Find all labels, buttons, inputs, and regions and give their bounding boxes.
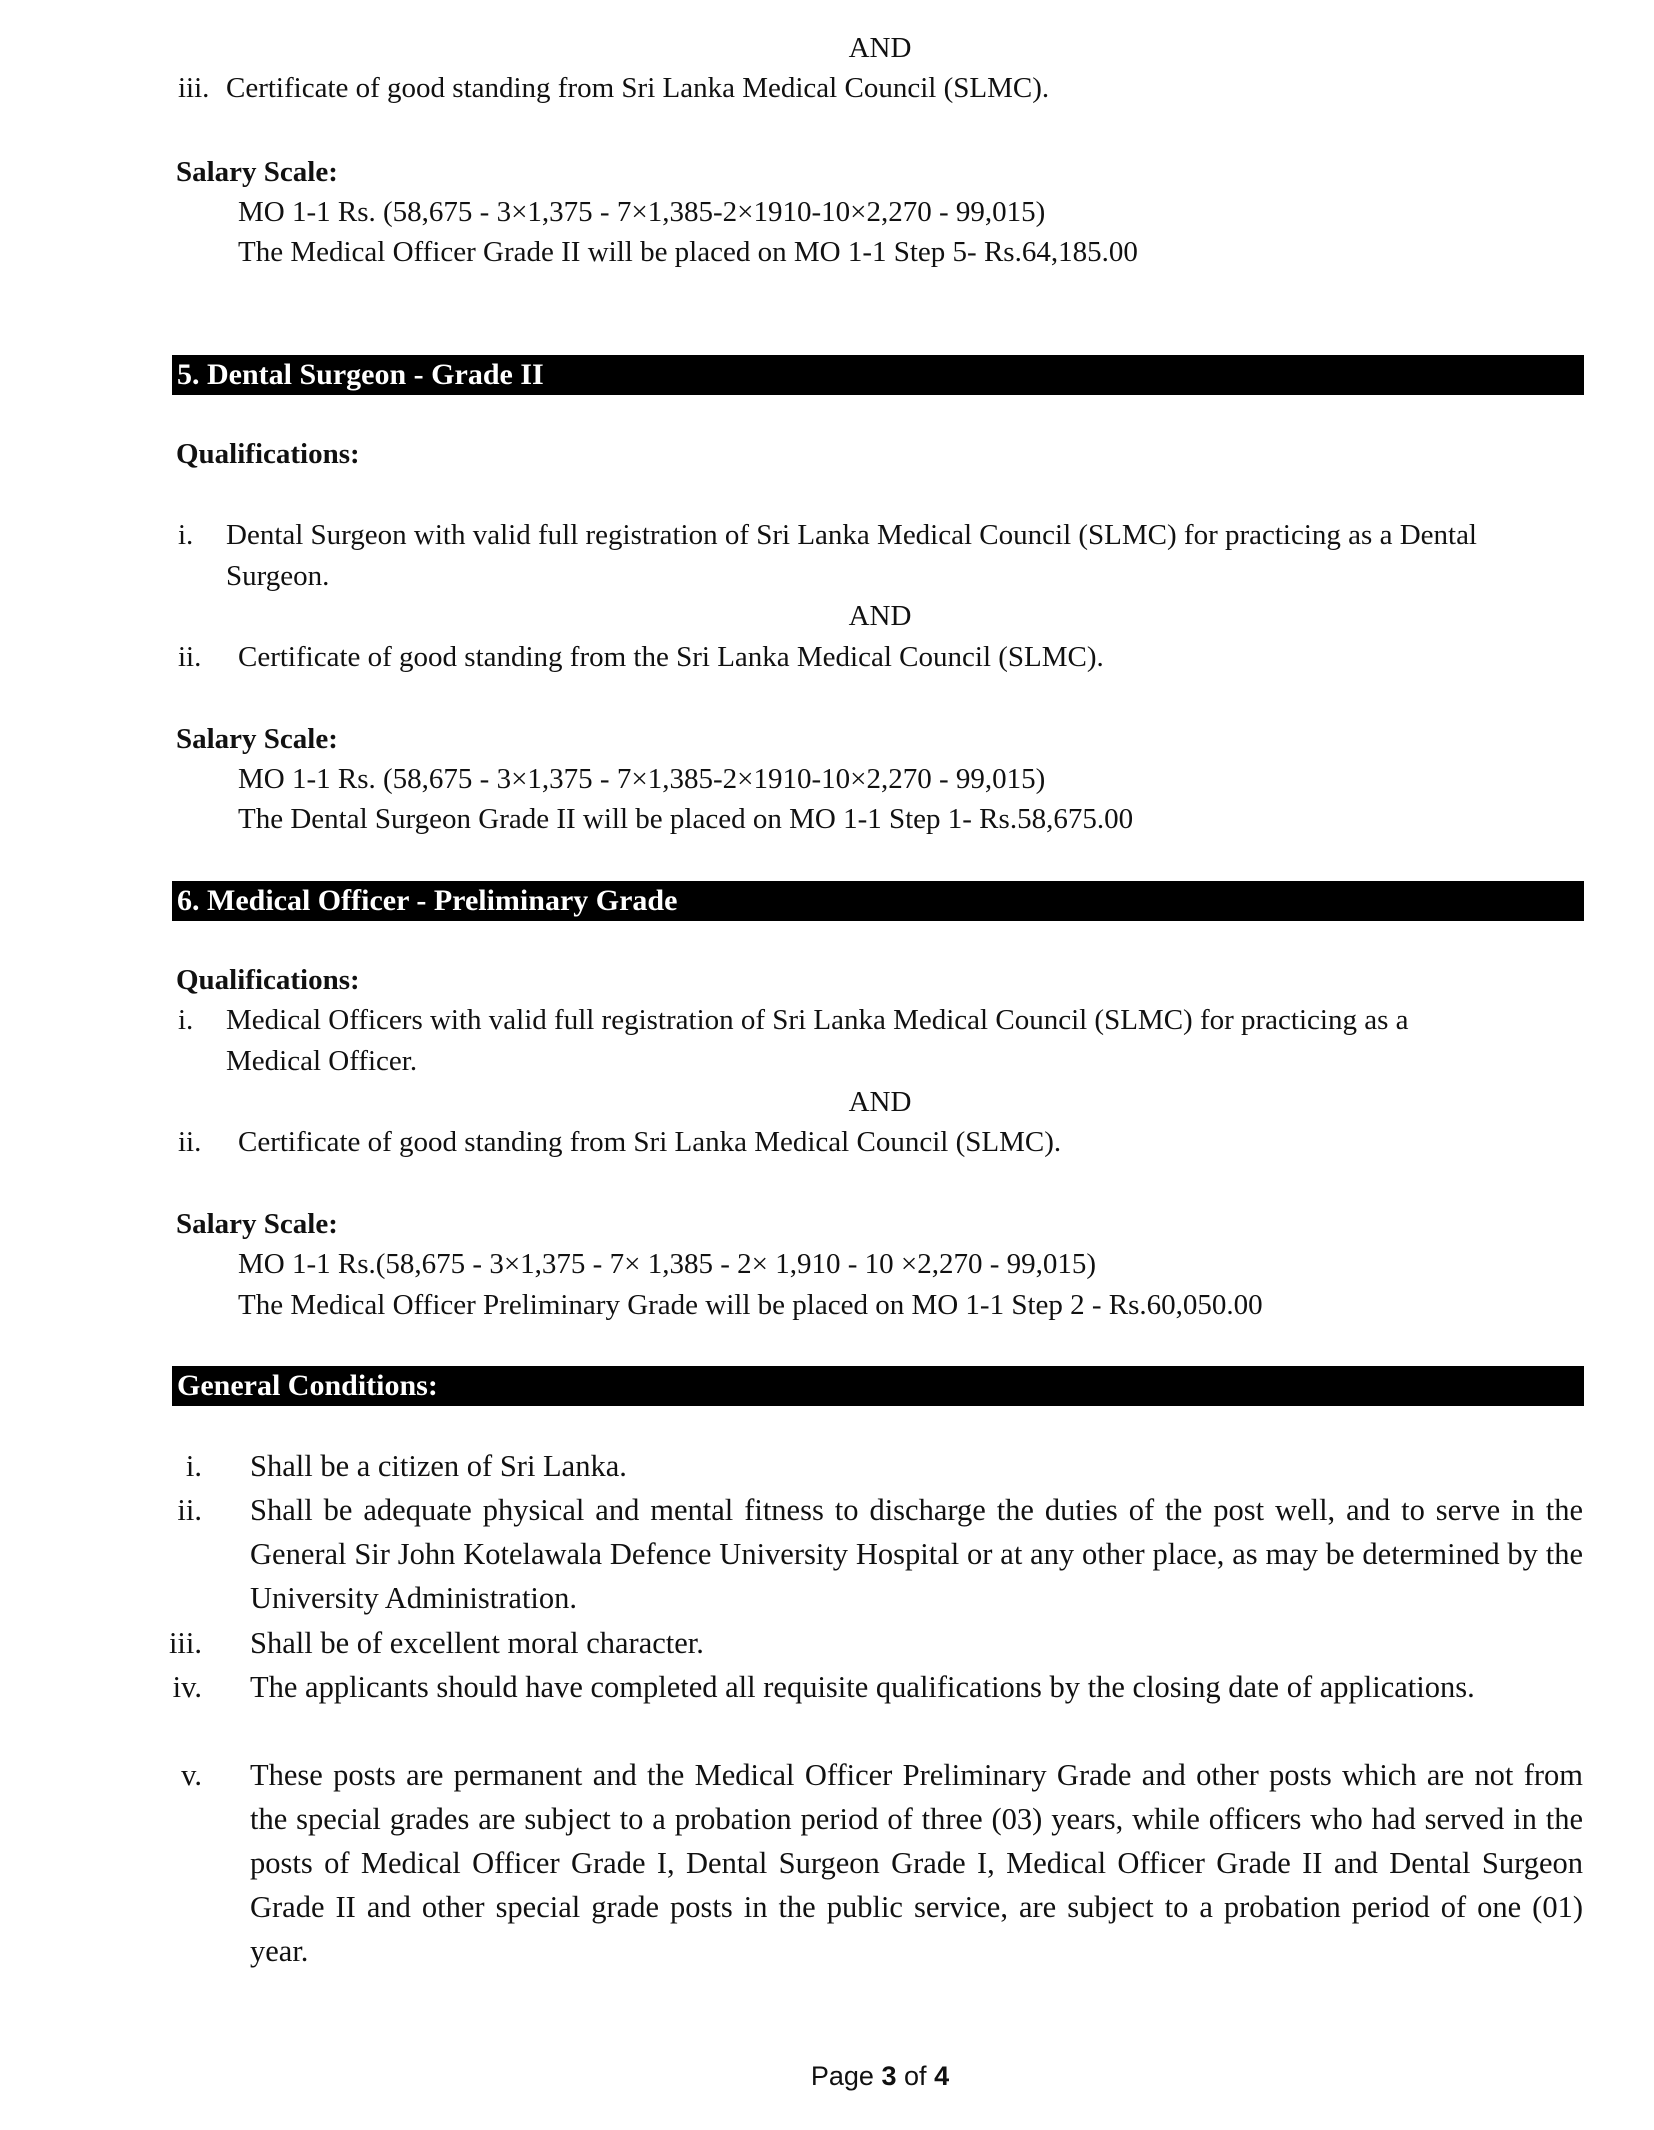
condition-text: Shall be of excellent moral character. [250,1626,704,1660]
qualification-text: Certificate of good standing from the Sri Lanka Medical Council (SLMC). [238,641,1104,673]
qualification-text: Medical Officers with valid full registration of Sri Lanka Medical Council (SLMC) for practicing as a [226,1004,1409,1036]
qualifications-heading: Qualifications: [176,964,360,996]
salary-scale-heading: Salary Scale: [176,723,338,755]
list-number: iii. [168,1626,202,1660]
salary-scale-heading: Salary Scale: [176,156,338,188]
qualification-text: Certificate of good standing from Sri Lanka Medical Council (SLMC). [226,72,1050,104]
condition-text: These posts are permanent and the Medical Officer Preliminary Grade and other posts which are not from the special grades are subject to a probation period of three (03) years, while officers who had served in the posts of Medical Officer Grade I, Dental Surgeon Grade I, Medical Officer Grade II and Dental Surgeon Grade II and other special grade posts in the public service, are subject to a probation period of one (01) year. [250,1758,1583,1968]
and-connector: AND [848,32,912,64]
and-connector: AND [848,1086,912,1118]
list-number: i. [178,519,194,551]
salary-scale-line: MO 1-1 Rs.(58,675 - 3×1,375 - 7× 1,385 - 2× 1,910 - 10 ×2,270 - 99,015) [238,1248,1097,1280]
list-number: ii. [178,641,202,673]
qualifications-heading: Qualifications: [176,438,360,470]
qualification-text: Certificate of good standing from Sri Lanka Medical Council (SLMC). [238,1126,1062,1158]
list-number: i. [178,1004,194,1036]
section-header-dental-surgeon: 5. Dental Surgeon - Grade II [172,355,1584,395]
current-page: 3 [881,2061,897,2091]
condition-text: Shall be a citizen of Sri Lanka. [250,1449,627,1483]
list-number: ii. [178,1126,202,1158]
salary-placement-line: The Dental Surgeon Grade II will be placed on MO 1-1 Step 1- Rs.58,675.00 [238,803,1134,835]
qualification-text: Surgeon. [226,560,330,592]
list-number: ii. [177,1493,202,1527]
condition-text: The applicants should have completed all requisite qualifications by the closing date of applications. [250,1670,1475,1704]
salary-scale-line: MO 1-1 Rs. (58,675 - 3×1,375 - 7×1,385-2×1910-10×2,270 - 99,015) [238,196,1046,228]
salary-scale-heading: Salary Scale: [176,1208,338,1240]
total-pages: 4 [934,2061,950,2091]
salary-placement-line: The Medical Officer Grade II will be placed on MO 1-1 Step 5- Rs.64,185.00 [238,236,1138,268]
qualification-text: Dental Surgeon with valid full registration of Sri Lanka Medical Council (SLMC) for practicing as a Dental [226,519,1477,551]
section-header-medical-officer-preliminary: 6. Medical Officer - Preliminary Grade [172,881,1584,921]
list-number: i. [185,1449,202,1483]
page-number-footer [0,2060,1654,2092]
and-connector: AND [848,600,912,632]
page-label: Page [810,2061,874,2091]
list-number: iii. [178,72,210,104]
salary-scale-line: MO 1-1 Rs. (58,675 - 3×1,375 - 7×1,385-2×1910-10×2,270 - 99,015) [238,763,1046,795]
of-label: of [904,2061,927,2091]
list-number: iv. [172,1670,202,1704]
salary-placement-line: The Medical Officer Preliminary Grade will be placed on MO 1-1 Step 2 - Rs.60,050.00 [238,1289,1263,1321]
qualification-text: Medical Officer. [226,1045,418,1077]
condition-text: Shall be adequate physical and mental fitness to discharge the duties of the post well, and to serve in the General Sir John Kotelawala Defence University Hospital or at any other place, as may be determined by the University Administration. [250,1493,1583,1615]
section-header-general-conditions: General Conditions: [172,1366,1584,1406]
list-number: v. [181,1758,202,1792]
